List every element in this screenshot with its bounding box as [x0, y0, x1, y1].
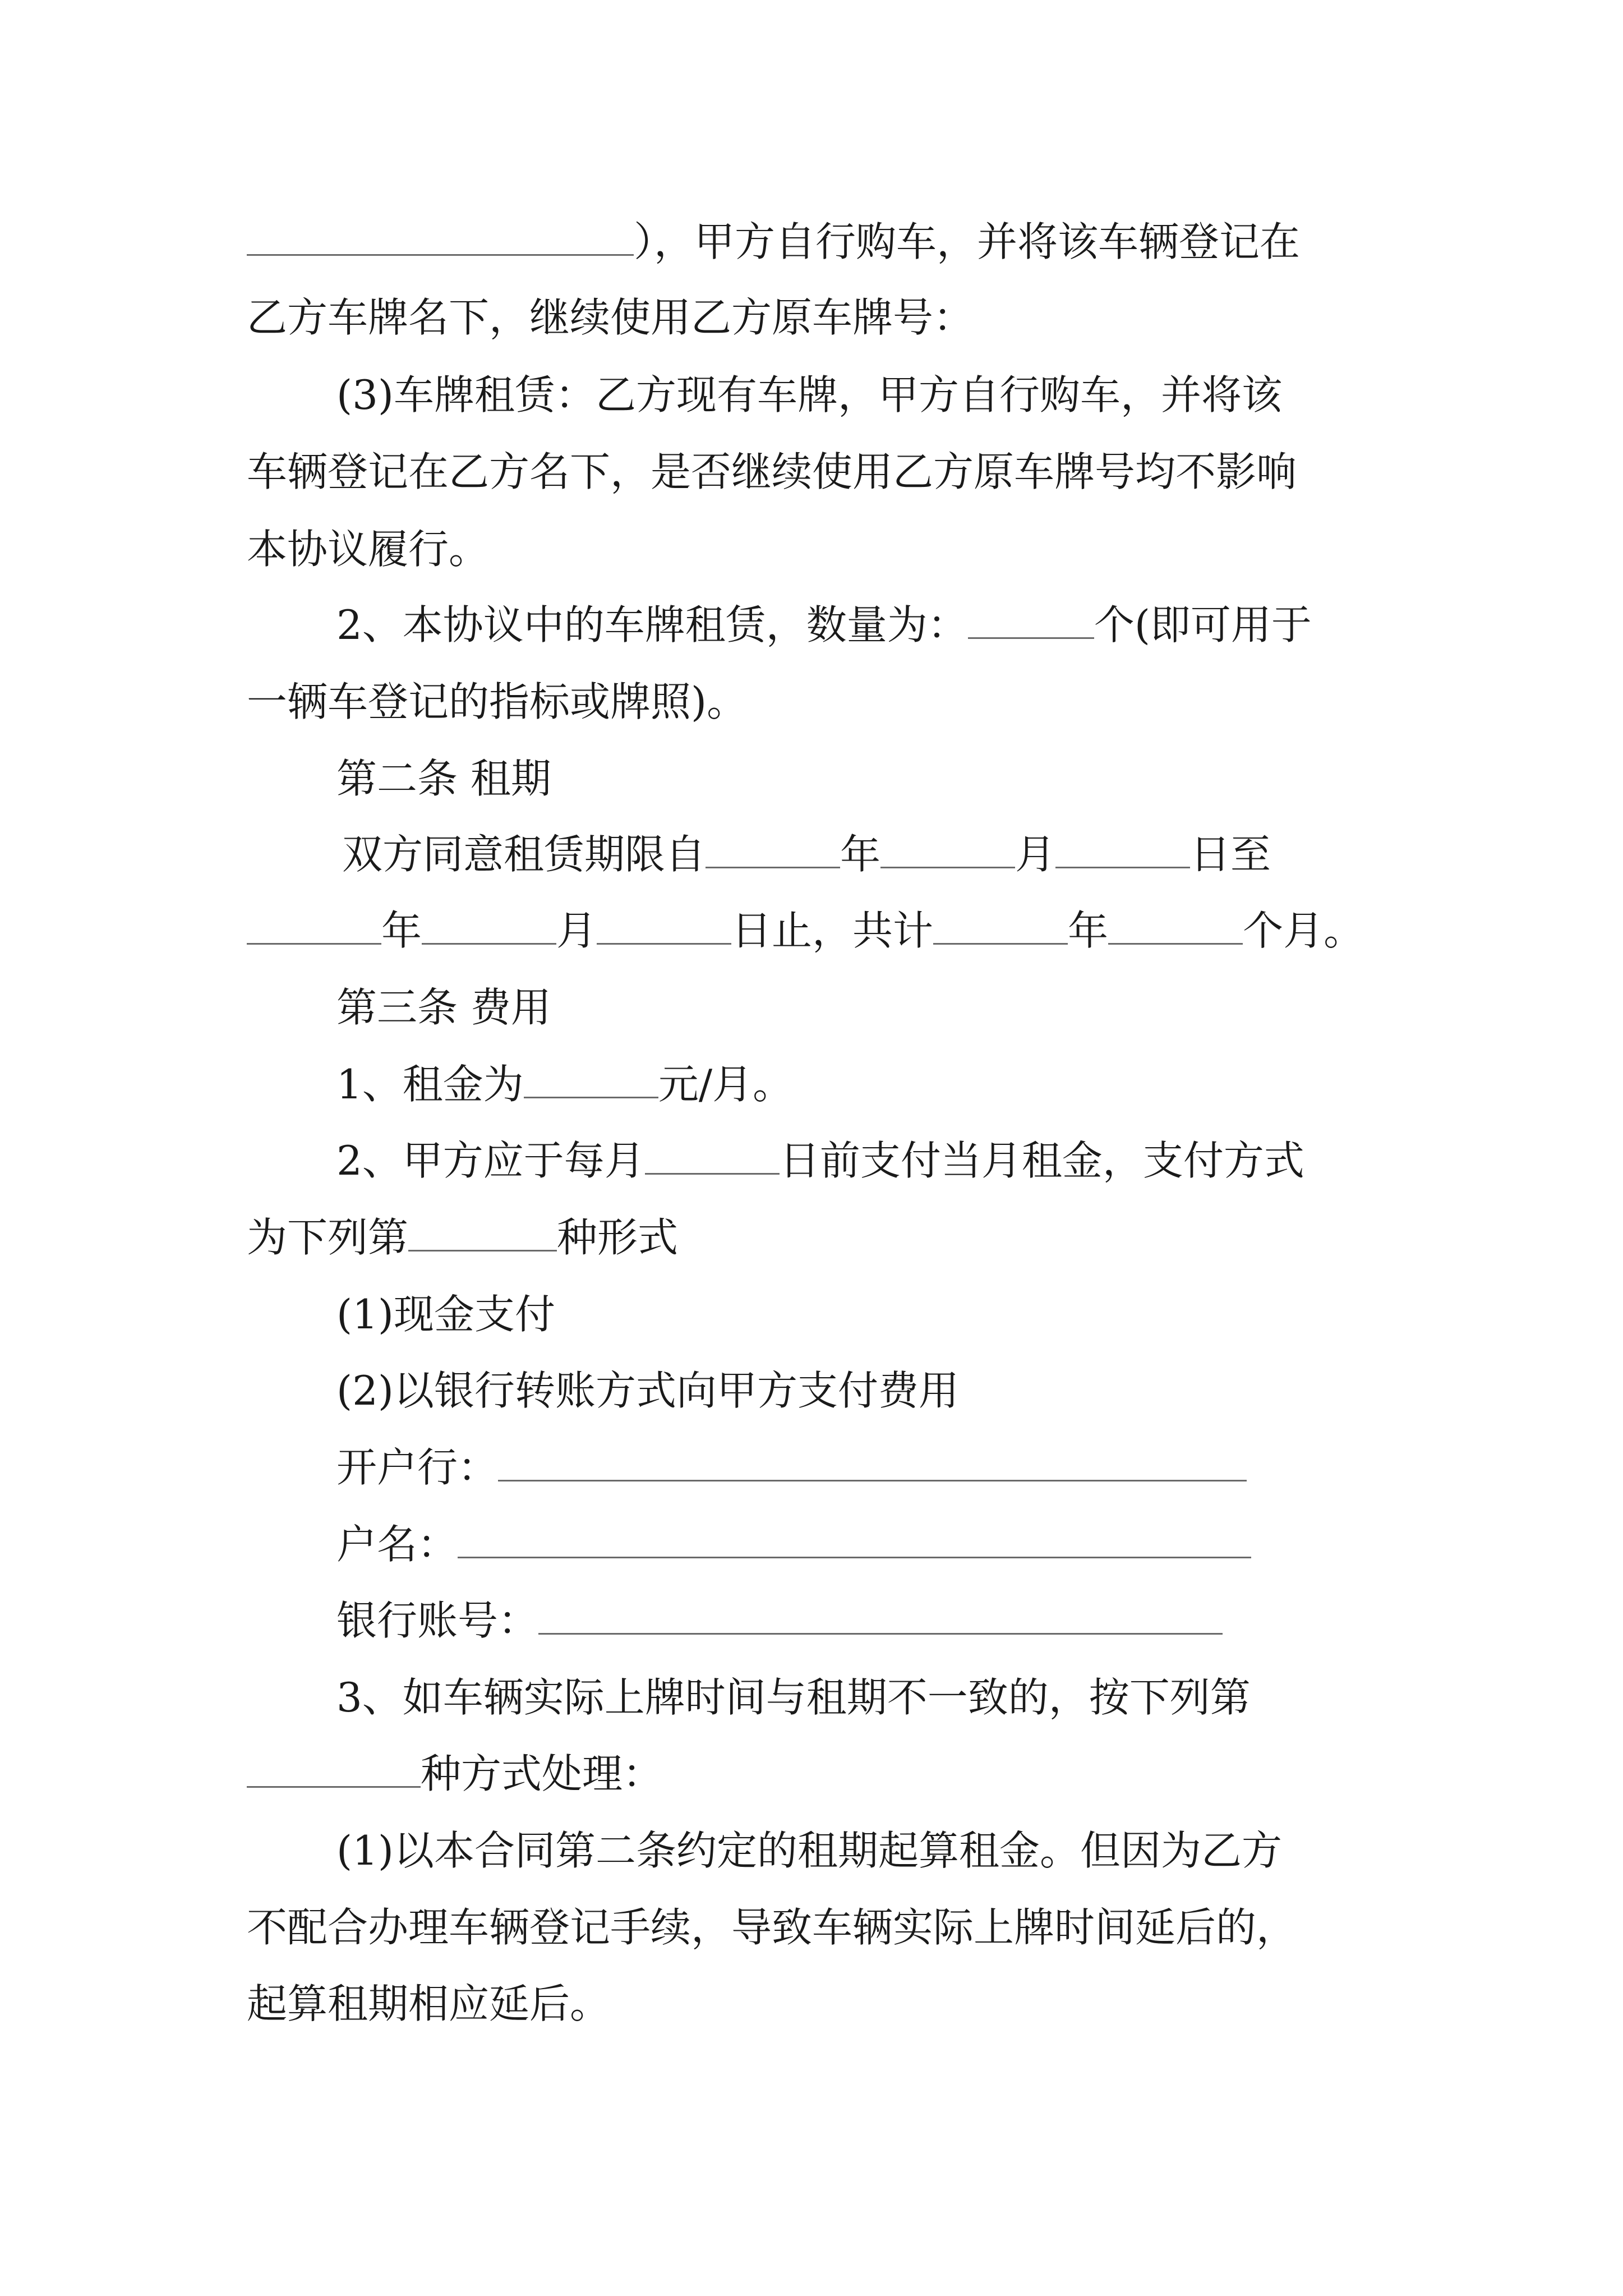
- line-text: 1、租金为: [336, 1061, 524, 1108]
- line-text: 月: [1015, 831, 1056, 878]
- line-text: 个(即可用于: [1094, 601, 1312, 648]
- text-line: [336, 1137, 1304, 1184]
- line-text: 元/月。: [658, 1061, 794, 1108]
- text-line: (3)车牌租赁：乙方现有车牌，甲方自行购车，并将该: [336, 371, 1282, 418]
- fill-in-blank: [247, 941, 381, 945]
- text-line: [336, 601, 1312, 648]
- text-line: (1)现金支付: [336, 1291, 555, 1338]
- section-heading: 第二条 租期: [336, 755, 551, 802]
- text-line: 乙方车牌名下，继续使用乙方原车牌号：: [247, 294, 974, 341]
- fill-in-blank: [1108, 941, 1243, 945]
- fill-in-blank: [1055, 864, 1190, 868]
- line-text: 年: [381, 907, 422, 954]
- fill-in-blank: [706, 864, 840, 868]
- text-line: [336, 1597, 1223, 1644]
- fill-in-blank: [524, 1094, 658, 1098]
- text-line: [336, 1521, 1251, 1568]
- line-text: 年: [1068, 907, 1109, 954]
- text-line: (1)以本合同第二条约定的租期起算租金。但因为乙方: [336, 1827, 1282, 1874]
- line-text: 年: [840, 831, 881, 878]
- text-line: 一辆车登记的指标或牌照)。: [247, 678, 748, 725]
- fill-in-blank: [408, 1248, 557, 1251]
- fill-in-blank: [933, 941, 1068, 945]
- line-text: 日止，共计: [731, 907, 934, 954]
- line-text: 种形式: [557, 1214, 679, 1261]
- text-line: [336, 1061, 794, 1108]
- line-text: 日前支付当月租金，支付方式: [779, 1137, 1304, 1184]
- fill-in-blank: [498, 1478, 1247, 1481]
- line-text: 月: [556, 907, 597, 954]
- text-line: 不配合办理车辆登记手续，导致车辆实际上牌时间延后的，: [247, 1904, 1297, 1951]
- text-line: 3、如车辆实际上牌时间与租期不一致的，按下列第: [336, 1674, 1251, 1721]
- text-line: [336, 1444, 1247, 1491]
- fill-in-blank: [458, 1554, 1251, 1558]
- text-line: [342, 831, 1271, 878]
- text-line: [247, 1750, 663, 1797]
- fill-in-blank: [422, 941, 556, 945]
- fill-in-blank: [597, 941, 731, 945]
- text-line: [247, 1214, 679, 1261]
- text-line: (2)以银行转账方式向甲方支付费用: [336, 1367, 959, 1414]
- text-line: [247, 907, 1364, 954]
- line-text: 双方同意租赁期限自: [342, 831, 706, 878]
- line-text: 日至: [1190, 831, 1271, 878]
- fill-in-blank: [880, 864, 1015, 868]
- line-text: 银行账号：: [336, 1597, 539, 1644]
- line-text: 个月。: [1243, 907, 1364, 954]
- fill-in-blank: [247, 252, 634, 256]
- fill-in-blank: [968, 635, 1094, 639]
- line-text: ），甲方自行购车，并将该车辆登记在: [634, 218, 1301, 265]
- line-text: 户名：: [336, 1521, 458, 1568]
- text-line: [247, 218, 1301, 265]
- section-heading: 第三条 费用: [336, 984, 551, 1031]
- line-text: 开户行：: [336, 1444, 499, 1491]
- text-line: 本协议履行。: [247, 526, 490, 573]
- fill-in-blank: [247, 1784, 421, 1788]
- line-text: 2、甲方应于每月: [336, 1137, 645, 1184]
- text-line: 起算租期相应延后。: [247, 1980, 611, 2027]
- line-text: 2、本协议中的车牌租赁，数量为：: [336, 601, 968, 648]
- text-line: 车辆登记在乙方名下，是否继续使用乙方原车牌号均不影响: [247, 448, 1297, 495]
- line-text: 种方式处理：: [421, 1750, 663, 1797]
- line-text: 为下列第: [247, 1214, 409, 1261]
- fill-in-blank: [538, 1631, 1223, 1635]
- fill-in-blank: [645, 1171, 780, 1175]
